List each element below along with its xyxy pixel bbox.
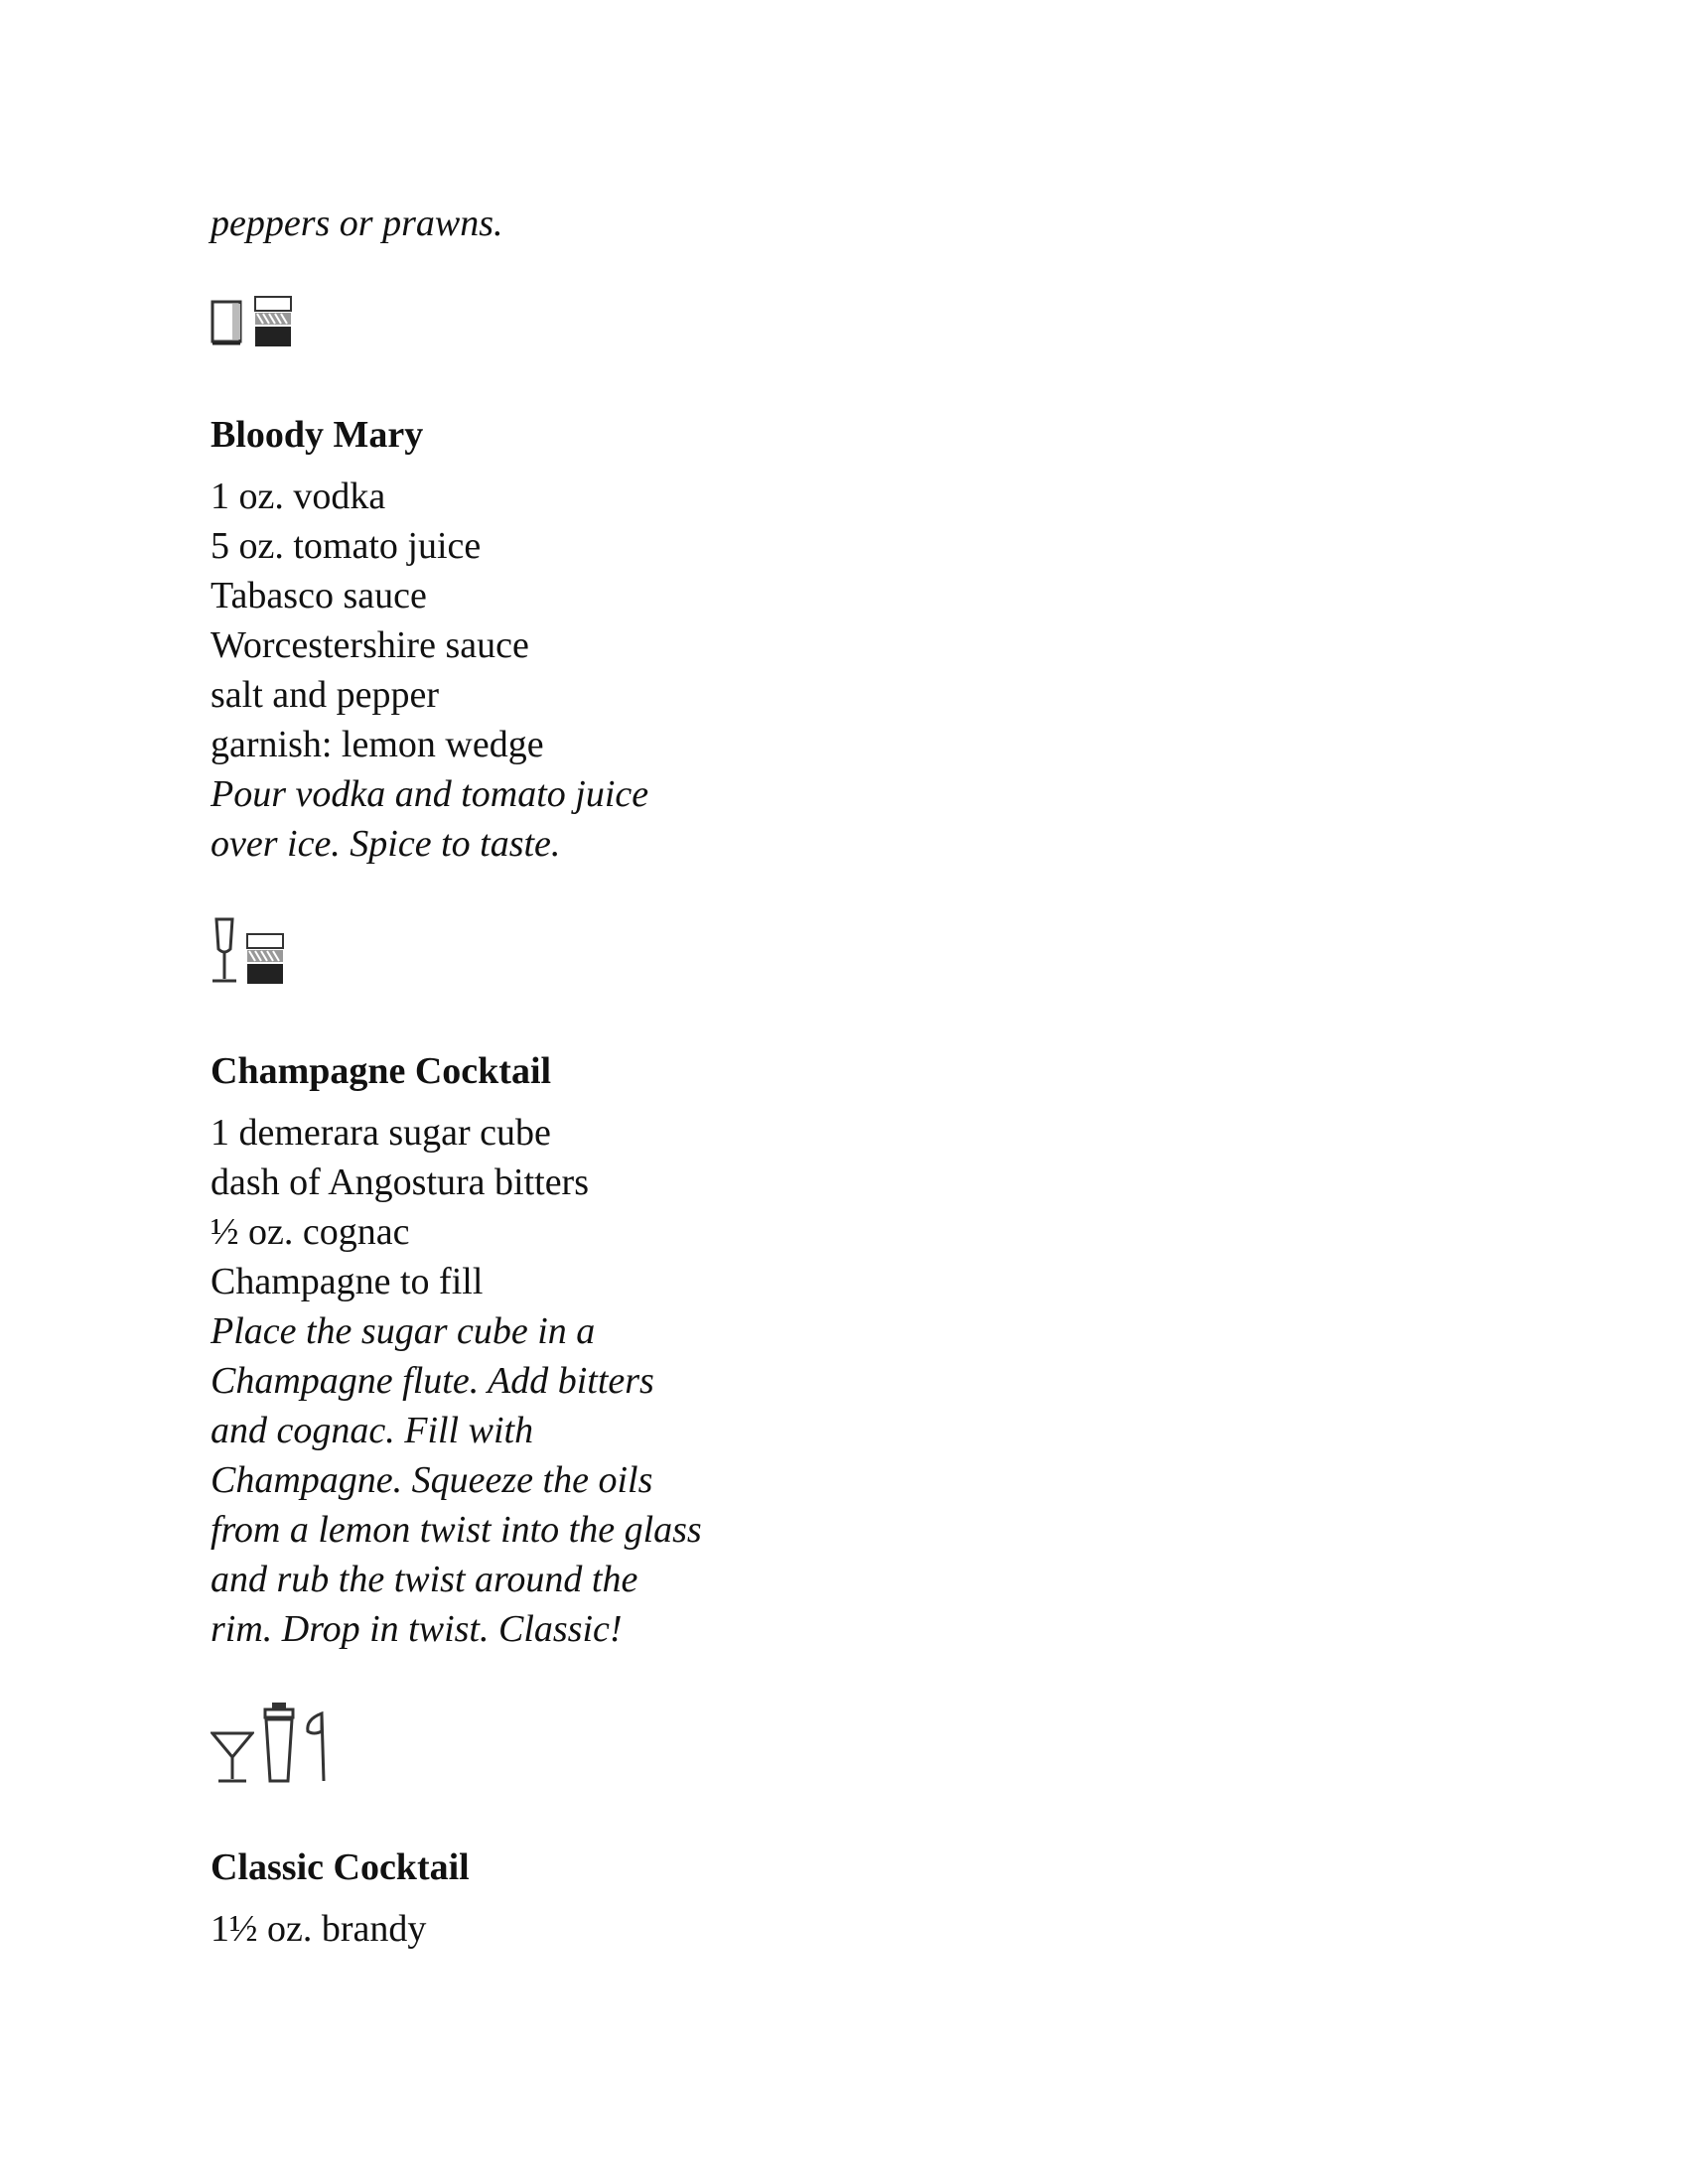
ingredient-line: 1½ oz. brandy: [211, 1908, 427, 1950]
instruction-line: Pour vodka and tomato juice: [211, 773, 649, 815]
instruction-line: over ice. Spice to taste.: [211, 823, 561, 865]
champagne-flute-icon: [211, 917, 238, 985]
instruction-line: Place the sugar cube in a: [211, 1310, 596, 1352]
cocktail-glass-icon: [211, 1729, 254, 1785]
ingredient-line: Champagne to fill: [211, 1261, 484, 1302]
recipe-title: Bloody Mary: [211, 414, 424, 456]
recipe-champagne-cocktail: [211, 1046, 702, 1654]
instruction-line: and cognac. Fill with: [211, 1410, 534, 1451]
highball-glass-icon: [211, 300, 246, 347]
ingredient-line: Worcestershire sauce: [211, 624, 529, 666]
recipe-classic-cocktail: [211, 1843, 470, 1954]
ingredient-line: 1 oz. vodka: [211, 476, 386, 517]
intro-tail-text: peppers or prawns.: [211, 203, 503, 244]
intro-text-block: [211, 199, 503, 248]
ingredient-line: dash of Angostura bitters: [211, 1161, 590, 1203]
shaker-icon: [262, 1702, 296, 1785]
recipe-title: Classic Cocktail: [211, 1846, 470, 1888]
instruction-line: and rub the twist around the: [211, 1559, 638, 1600]
recipe-bloody-mary: [211, 410, 648, 869]
ingredient-line: Tabasco sauce: [211, 575, 427, 616]
ingredient-line: ½ oz. cognac: [211, 1211, 410, 1253]
icon-row-bloody-mary: [211, 917, 284, 985]
icon-row-champagne: [211, 1702, 330, 1785]
stir-icon: [246, 933, 284, 985]
ingredient-line: 5 oz. tomato juice: [211, 525, 482, 567]
instruction-line: rim. Drop in twist. Classic!: [211, 1608, 623, 1650]
ingredient-line: 1 demerara sugar cube: [211, 1112, 551, 1154]
icon-row-top: [211, 296, 292, 347]
instruction-line: Champagne flute. Add bitters: [211, 1360, 654, 1402]
instruction-line: from a lemon twist into the glass: [211, 1509, 702, 1551]
instruction-line: Champagne. Squeeze the oils: [211, 1459, 653, 1501]
stir-icon: [254, 296, 292, 347]
recipe-title: Champagne Cocktail: [211, 1050, 552, 1092]
ingredient-line: garnish: lemon wedge: [211, 724, 544, 765]
strainer-icon: [304, 1709, 330, 1785]
ingredient-line: salt and pepper: [211, 674, 440, 716]
